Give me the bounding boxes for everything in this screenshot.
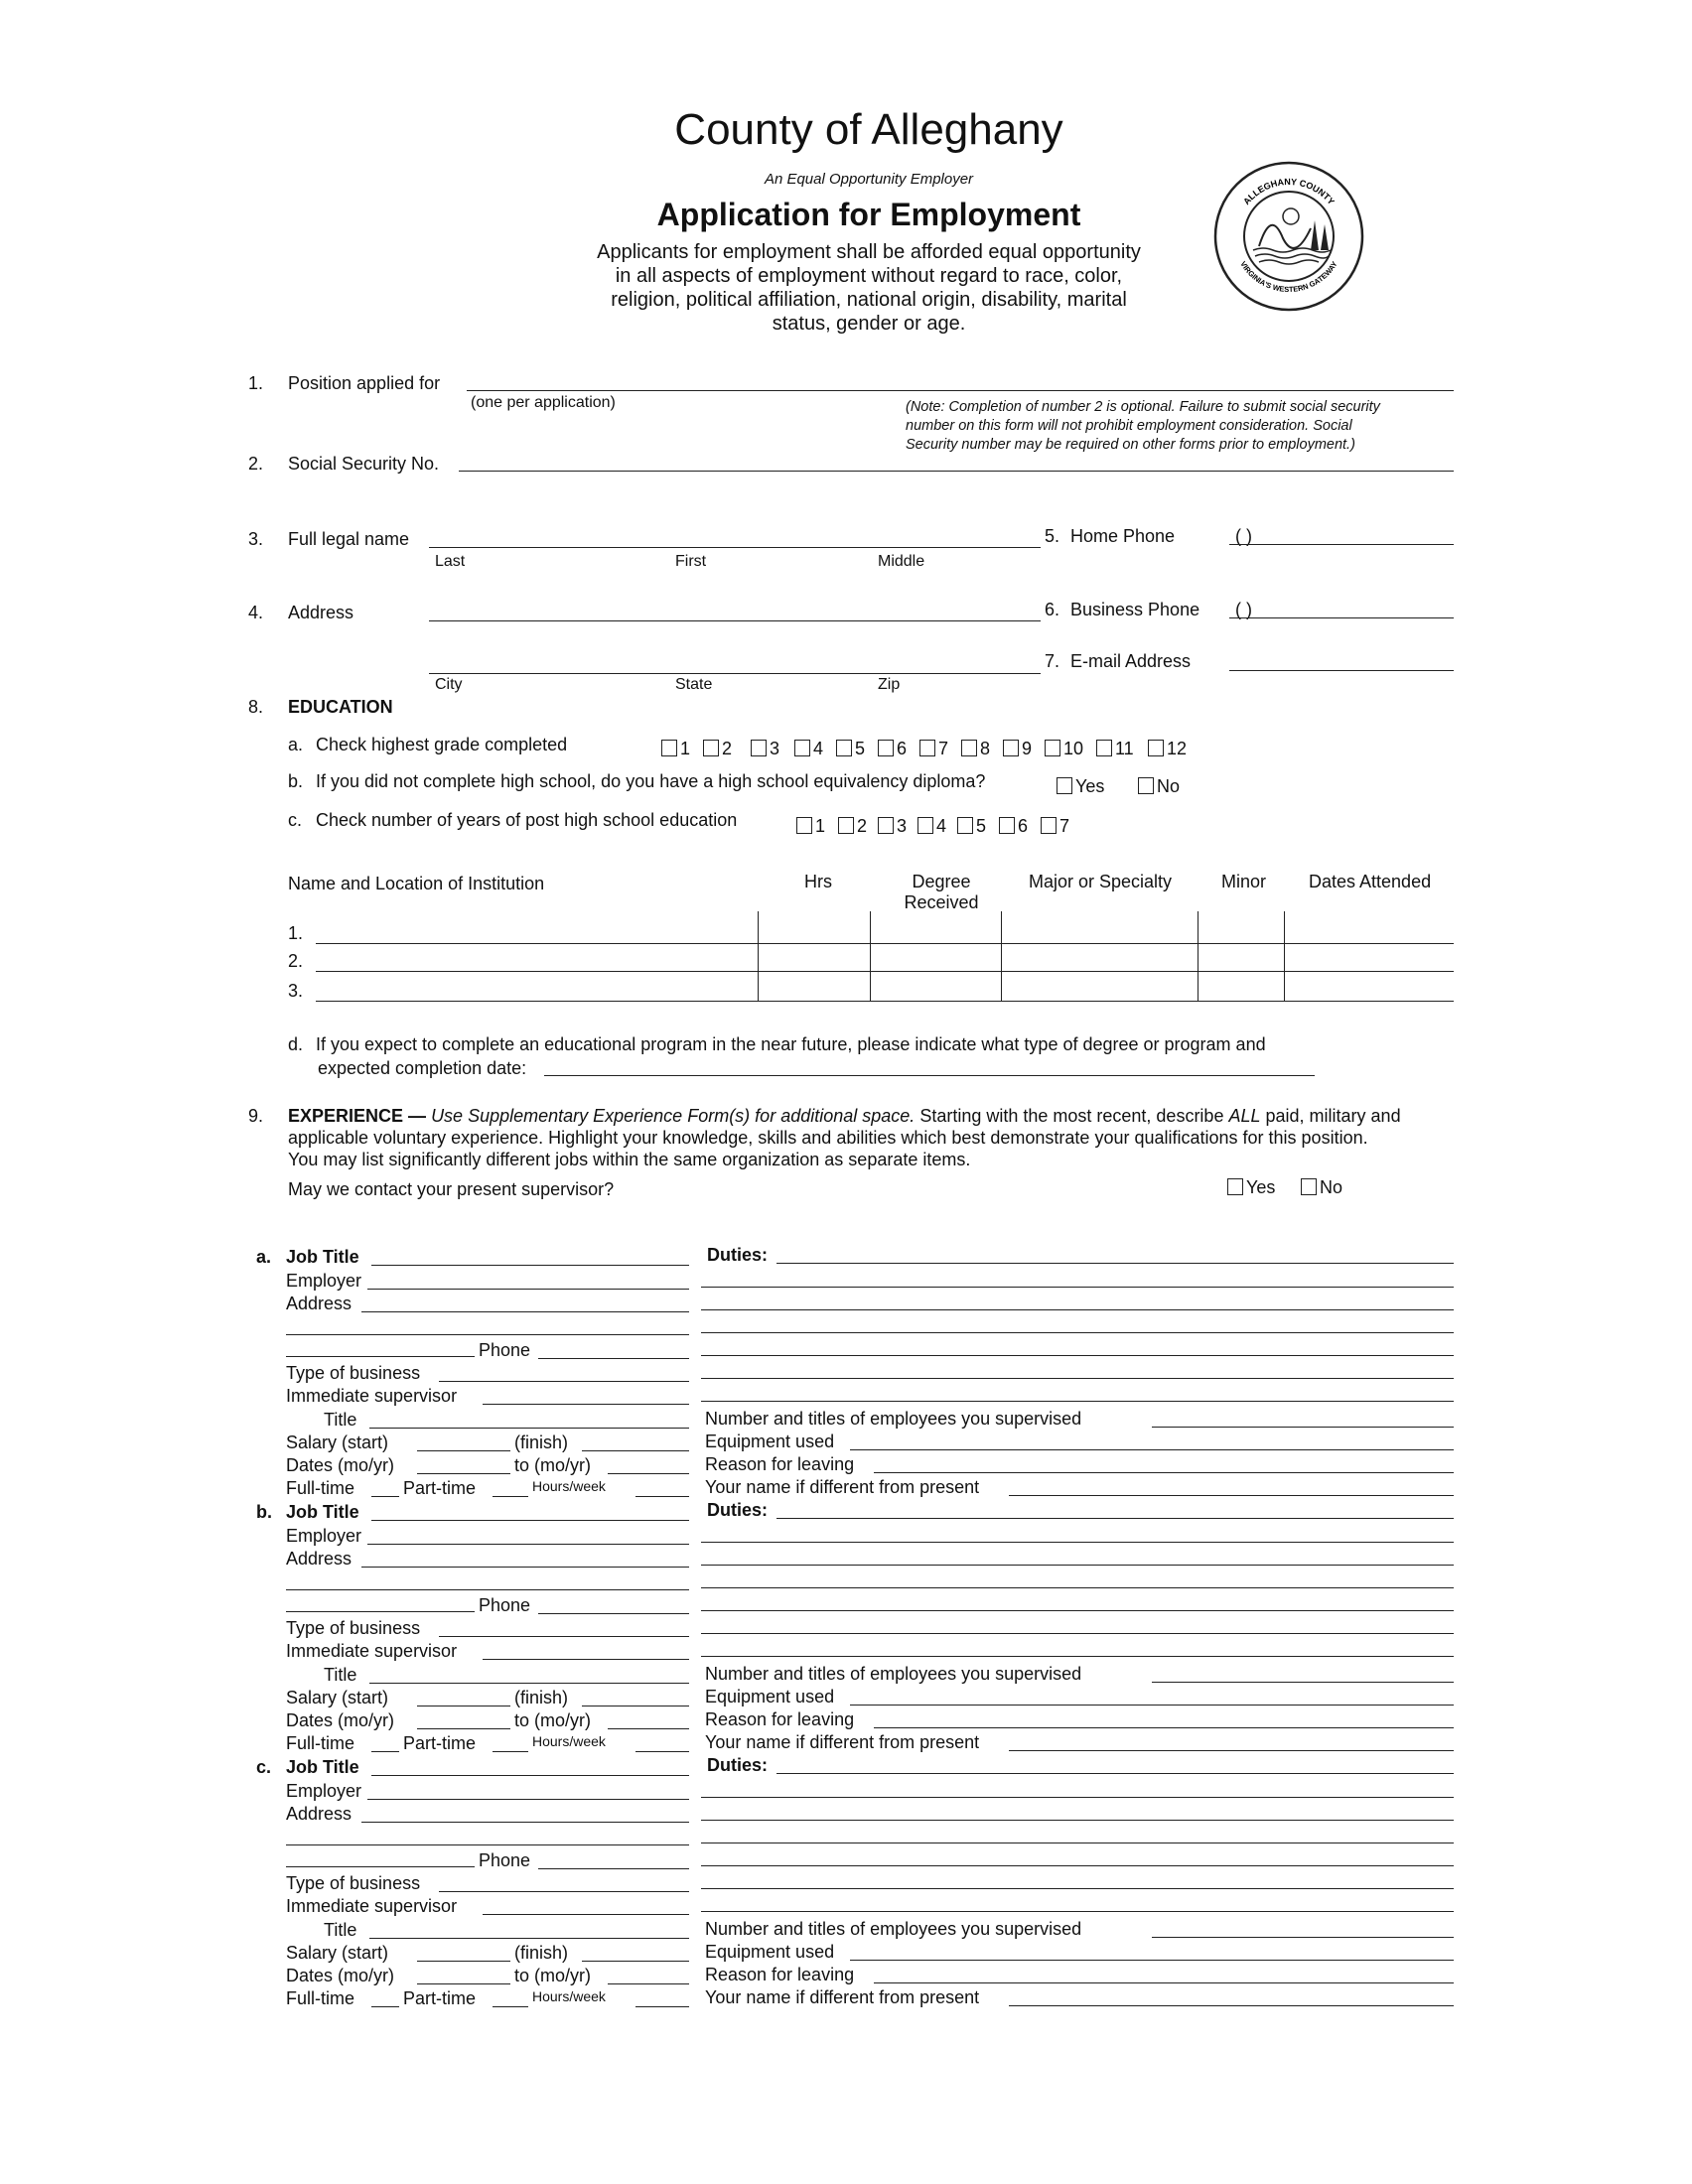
address-field[interactable]: [361, 1567, 689, 1568]
duties-field[interactable]: [701, 1656, 1454, 1657]
completion-date-field[interactable]: [544, 1075, 1315, 1076]
different-name-label: Your name if different from present: [705, 1477, 980, 1497]
employer-label: Employer: [286, 1526, 362, 1546]
job-title-field[interactable]: [371, 1265, 689, 1266]
edu-a-letter: a.: [288, 735, 304, 754]
education-heading: EDUCATION: [288, 697, 393, 717]
q3-label: Full legal name: [288, 529, 410, 549]
duties-field[interactable]: [776, 1773, 1454, 1774]
duties-field[interactable]: [701, 1542, 1454, 1543]
address-line-2-field[interactable]: [429, 673, 1041, 674]
duties-field[interactable]: [776, 1518, 1454, 1519]
hours-week-field[interactable]: [635, 1496, 689, 1497]
full-time-label: Full-time: [286, 1733, 355, 1753]
q5-label: Home Phone: [1070, 526, 1176, 546]
hours-week-label: Hours/week: [532, 1478, 606, 1494]
part-time-label: Part-time: [403, 1478, 477, 1498]
type-of-business-label: Type of business: [286, 1618, 421, 1638]
duties-field[interactable]: [701, 1610, 1454, 1611]
employer-field[interactable]: [367, 1289, 689, 1290]
address-label: Address: [286, 1549, 352, 1569]
different-name-field[interactable]: [1009, 1495, 1454, 1496]
dates-start-field[interactable]: [417, 1473, 510, 1474]
reason-leaving-field[interactable]: [874, 1982, 1454, 1983]
business-phone-area: ( ): [1235, 600, 1252, 619]
type-of-business-label: Type of business: [286, 1363, 421, 1383]
home-phone-area: ( ): [1235, 526, 1252, 546]
job-title-field[interactable]: [371, 1520, 689, 1521]
dates-end-field[interactable]: [608, 1473, 689, 1474]
address-label: Address: [286, 1294, 352, 1313]
name-first-label: First: [675, 553, 707, 570]
name-middle-label: Middle: [878, 553, 925, 570]
reason-leaving-field[interactable]: [874, 1727, 1454, 1728]
county-title: County of Alleghany: [674, 105, 1063, 154]
post-hs-7-checkbox[interactable]: 7: [1041, 816, 1069, 837]
grade-6-checkbox[interactable]: 6: [878, 739, 907, 759]
duties-label: Duties:: [707, 1755, 769, 1775]
eeo-statement-4: status, gender or age.: [772, 313, 966, 335]
type-of-business-field[interactable]: [439, 1381, 689, 1382]
q4-label: Address: [288, 603, 354, 622]
table-divider: [1001, 911, 1002, 1001]
duties-field[interactable]: [701, 1309, 1454, 1310]
table-row-number: 2.: [288, 951, 304, 971]
salary-finish-field[interactable]: [582, 1961, 689, 1962]
dates-start-field[interactable]: [417, 1983, 510, 1984]
full-time-field[interactable]: [371, 2006, 399, 2007]
equipment-used-label: Equipment used: [705, 1687, 835, 1706]
table-row[interactable]: [316, 971, 1454, 972]
dates-label: Dates (mo/yr): [286, 1710, 395, 1730]
eoe-subtitle: An Equal Opportunity Employer: [764, 171, 974, 188]
experience-intro: [288, 1106, 1454, 1127]
equipment-used-label: Equipment used: [705, 1432, 835, 1451]
address-state-label: State: [675, 676, 713, 693]
part-time-field[interactable]: [493, 1751, 528, 1752]
address-field[interactable]: [361, 1822, 689, 1823]
experience-heading: EXPERIENCE —: [288, 1106, 427, 1126]
col-hrs: Hrs: [804, 872, 832, 891]
q8-number: 8.: [248, 697, 264, 717]
duties-field[interactable]: [701, 1587, 1454, 1588]
post-hs-4-checkbox[interactable]: 4: [917, 816, 946, 837]
job-title-label: Job Title: [286, 1502, 359, 1522]
immediate-supervisor-label: Immediate supervisor: [286, 1641, 458, 1661]
full-time-label: Full-time: [286, 1478, 355, 1498]
q4-number: 4.: [248, 603, 264, 622]
edu-d-letter: d.: [288, 1034, 304, 1054]
full-time-field[interactable]: [371, 1496, 399, 1497]
immediate-supervisor-label: Immediate supervisor: [286, 1386, 458, 1406]
job-letter: c.: [256, 1757, 272, 1777]
equipment-used-field[interactable]: [850, 1960, 1454, 1961]
supervisor-title-label: Title: [324, 1410, 357, 1430]
duties-field[interactable]: [701, 1378, 1454, 1379]
eeo-statement-3: religion, political affiliation, national origin, disability, marital: [611, 289, 1127, 311]
salary-start-label: Salary (start): [286, 1688, 389, 1707]
table-row-number: 3.: [288, 981, 304, 1001]
q7-number: 7.: [1045, 651, 1060, 671]
col-major: Major or Specialty: [1029, 872, 1173, 891]
phone-field[interactable]: [538, 1358, 689, 1359]
employees-supervised-field[interactable]: [1152, 1937, 1454, 1938]
post-hs-1-checkbox[interactable]: 1: [796, 816, 825, 837]
reason-leaving-label: Reason for leaving: [705, 1709, 855, 1729]
q1-hint: (one per application): [471, 394, 616, 411]
employer-field[interactable]: [367, 1799, 689, 1800]
employees-supervised-field[interactable]: [1152, 1682, 1454, 1683]
grade-5-checkbox[interactable]: 5: [836, 739, 865, 759]
duties-label: Duties:: [707, 1500, 769, 1520]
employees-supervised-label: Number and titles of employees you supervised: [705, 1664, 1082, 1684]
edu-b-letter: b.: [288, 771, 304, 791]
post-hs-2-checkbox[interactable]: 2: [838, 816, 867, 837]
address-field[interactable]: [361, 1311, 689, 1312]
address-field-2[interactable]: [286, 1589, 689, 1590]
supervisor-title-field[interactable]: [369, 1683, 689, 1684]
table-divider: [758, 911, 759, 1001]
grade-10-checkbox[interactable]: 10: [1045, 739, 1083, 759]
different-name-label: Your name if different from present: [705, 1732, 980, 1752]
grade-7-checkbox[interactable]: 7: [919, 739, 948, 759]
reason-leaving-field[interactable]: [874, 1472, 1454, 1473]
duties-field[interactable]: [701, 1332, 1454, 1333]
phone-label: Phone: [479, 1595, 531, 1615]
experience-all: ALL: [1228, 1106, 1261, 1126]
eeo-statement-1: Applicants for employment shall be afforded equal opportunity: [597, 241, 1141, 263]
duties-field[interactable]: [701, 1865, 1454, 1866]
reason-leaving-label: Reason for leaving: [705, 1454, 855, 1474]
county-seal-icon: [1211, 159, 1366, 314]
duties-field[interactable]: [776, 1263, 1454, 1264]
col-institution: Name and Location of Institution: [288, 874, 545, 893]
duties-field[interactable]: [701, 1287, 1454, 1288]
employer-field[interactable]: [367, 1544, 689, 1545]
q2-number: 2.: [248, 454, 264, 474]
full-time-label: Full-time: [286, 1988, 355, 2008]
type-of-business-label: Type of business: [286, 1873, 421, 1893]
phone-label: Phone: [479, 1340, 531, 1360]
edu-b-label: If you did not complete high school, do you have a high school equivalency diploma?: [316, 771, 986, 791]
duties-field[interactable]: [701, 1633, 1454, 1634]
ssn-note-1: (Note: Completion of number 2 is optional. Failure to submit social security: [906, 399, 1380, 415]
job-letter: a.: [256, 1247, 272, 1267]
employees-supervised-label: Number and titles of employees you supervised: [705, 1409, 1082, 1429]
ssn-note-2: number on this form will not prohibit employment consideration. Social: [906, 418, 1352, 434]
address-city-field[interactable]: [286, 1356, 475, 1357]
grade-8-checkbox[interactable]: 8: [961, 739, 990, 759]
part-time-field[interactable]: [493, 1496, 528, 1497]
grade-12-checkbox[interactable]: 12: [1148, 739, 1187, 759]
dates-to-label: to (mo/yr): [514, 1455, 592, 1475]
phone-field[interactable]: [538, 1613, 689, 1614]
edu-c-letter: c.: [288, 810, 303, 830]
part-time-label: Part-time: [403, 1733, 477, 1753]
equivalency-no-checkbox[interactable]: No: [1138, 776, 1180, 797]
form-title: Application for Employment: [656, 197, 1081, 232]
part-time-field[interactable]: [493, 2006, 528, 2007]
duties-field[interactable]: [701, 1401, 1454, 1402]
immediate-supervisor-label: Immediate supervisor: [286, 1896, 458, 1916]
experience-line1-end: paid, military and: [1265, 1106, 1401, 1126]
name-last-label: Last: [435, 553, 466, 570]
immediate-supervisor-field[interactable]: [483, 1659, 689, 1660]
q7-label: E-mail Address: [1070, 651, 1192, 671]
supervisor-title-label: Title: [324, 1665, 357, 1685]
address-field-2[interactable]: [286, 1844, 689, 1845]
dates-start-field[interactable]: [417, 1728, 510, 1729]
type-of-business-field[interactable]: [439, 1636, 689, 1637]
address-line-1-field[interactable]: [429, 620, 1041, 621]
seal-bottom-text: VIRGINIA'S WESTERN GATEWAY: [1238, 259, 1340, 295]
type-of-business-field[interactable]: [439, 1891, 689, 1892]
salary-start-field[interactable]: [417, 1961, 510, 1962]
job-title-field[interactable]: [371, 1775, 689, 1776]
equipment-used-field[interactable]: [850, 1449, 1454, 1450]
eeo-statement-2: in all aspects of employment without regard to race, color,: [615, 265, 1123, 287]
job-title-label: Job Title: [286, 1247, 359, 1267]
grade-1-checkbox[interactable]: 1: [661, 739, 690, 759]
edu-d-line1: If you expect to complete an educational program in the near future, please indicate what type of degree or program and: [316, 1034, 1266, 1054]
salary-start-label: Salary (start): [286, 1433, 389, 1452]
employees-supervised-field[interactable]: [1152, 1427, 1454, 1428]
grade-9-checkbox[interactable]: 9: [1003, 739, 1032, 759]
home-phone-field[interactable]: [1229, 544, 1454, 545]
different-name-field[interactable]: [1009, 1750, 1454, 1751]
table-divider: [1284, 911, 1285, 1001]
salary-start-label: Salary (start): [286, 1943, 389, 1963]
full-name-field[interactable]: [429, 547, 1041, 548]
dates-end-field[interactable]: [608, 1983, 689, 1984]
business-phone-field[interactable]: [1229, 617, 1454, 618]
employer-label: Employer: [286, 1271, 362, 1291]
email-field[interactable]: [1229, 670, 1454, 671]
supervisor-title-field[interactable]: [369, 1938, 689, 1939]
employer-label: Employer: [286, 1781, 362, 1801]
duties-label: Duties:: [707, 1245, 769, 1265]
grade-4-checkbox[interactable]: 4: [794, 739, 823, 759]
address-field-2[interactable]: [286, 1334, 689, 1335]
seal-top-text: ALLEGHANY COUNTY: [1241, 176, 1337, 207]
salary-finish-label: (finish): [514, 1688, 569, 1707]
experience-line1: Starting with the most recent, describe: [919, 1106, 1224, 1126]
grade-2-checkbox[interactable]: 2: [703, 739, 732, 759]
job-letter: b.: [256, 1502, 272, 1522]
duties-field[interactable]: [701, 1820, 1454, 1821]
contact-supervisor-question: May we contact your present supervisor?: [288, 1179, 615, 1199]
dates-end-field[interactable]: [608, 1728, 689, 1729]
different-name-label: Your name if different from present: [705, 1987, 980, 2007]
ssn-field[interactable]: [459, 471, 1454, 472]
q1-number: 1.: [248, 373, 264, 393]
ssn-note-3: Security number may be required on other forms prior to employment.): [906, 437, 1355, 453]
full-time-field[interactable]: [371, 1751, 399, 1752]
job-title-label: Job Title: [286, 1757, 359, 1777]
contact-supervisor-no-checkbox[interactable]: No: [1301, 1177, 1342, 1198]
col-degree: Degree Received: [904, 872, 979, 912]
q9-number: 9.: [248, 1106, 264, 1126]
phone-field[interactable]: [538, 1868, 689, 1869]
edu-a-label: Check highest grade completed: [316, 735, 568, 754]
different-name-field[interactable]: [1009, 2005, 1454, 2006]
edu-d-line2: expected completion date:: [318, 1058, 527, 1078]
hours-week-field[interactable]: [635, 1751, 689, 1752]
immediate-supervisor-field[interactable]: [483, 1404, 689, 1405]
address-label: Address: [286, 1804, 352, 1824]
address-city-label: City: [435, 676, 463, 693]
post-hs-6-checkbox[interactable]: 6: [999, 816, 1028, 837]
table-row[interactable]: [316, 1001, 1454, 1002]
immediate-supervisor-field[interactable]: [483, 1914, 689, 1915]
table-row-number: 1.: [288, 923, 304, 943]
employees-supervised-label: Number and titles of employees you supervised: [705, 1919, 1082, 1939]
table-divider: [870, 911, 871, 1001]
position-applied-field[interactable]: [467, 390, 1454, 391]
q6-number: 6.: [1045, 600, 1060, 619]
col-minor: Minor: [1221, 872, 1267, 891]
equipment-used-field[interactable]: [850, 1705, 1454, 1706]
address-city-field[interactable]: [286, 1611, 475, 1612]
dates-label: Dates (mo/yr): [286, 1966, 395, 1985]
supervisor-title-label: Title: [324, 1920, 357, 1940]
hours-week-field[interactable]: [635, 2006, 689, 2007]
duties-field[interactable]: [701, 1797, 1454, 1798]
duties-field[interactable]: [701, 1355, 1454, 1356]
dates-to-label: to (mo/yr): [514, 1710, 592, 1730]
supervisor-title-field[interactable]: [369, 1428, 689, 1429]
experience-italic: Use Supplementary Experience Form(s) for additional space.: [431, 1106, 916, 1126]
post-hs-3-checkbox[interactable]: 3: [878, 816, 907, 837]
post-hs-5-checkbox[interactable]: 5: [957, 816, 986, 837]
address-city-field[interactable]: [286, 1866, 475, 1867]
col-dates: Dates Attended: [1309, 872, 1432, 891]
grade-11-checkbox[interactable]: 11: [1096, 739, 1134, 759]
q5-number: 5.: [1045, 526, 1060, 546]
contact-supervisor-yes-checkbox[interactable]: Yes: [1227, 1177, 1275, 1198]
part-time-label: Part-time: [403, 1988, 477, 2008]
q2-label: Social Security No.: [288, 454, 440, 474]
grade-3-checkbox[interactable]: 3: [751, 739, 779, 759]
hours-week-label: Hours/week: [532, 1733, 606, 1749]
address-zip-label: Zip: [878, 676, 901, 693]
q3-number: 3.: [248, 529, 264, 549]
duties-field[interactable]: [701, 1888, 1454, 1889]
experience-line3: You may list significantly different jobs within the same organization as separate items.: [288, 1150, 971, 1169]
salary-finish-label: (finish): [514, 1433, 569, 1452]
q6-label: Business Phone: [1070, 600, 1200, 619]
duties-field[interactable]: [701, 1565, 1454, 1566]
hours-week-label: Hours/week: [532, 1988, 606, 2004]
experience-line2: applicable voluntary experience. Highlight your knowledge, skills and abilities which best demonstrate your qualifications for this position.: [288, 1128, 1368, 1148]
salary-finish-label: (finish): [514, 1943, 569, 1963]
equivalency-yes-checkbox[interactable]: Yes: [1057, 776, 1104, 797]
dates-label: Dates (mo/yr): [286, 1455, 395, 1475]
q1-label: Position applied for: [288, 373, 441, 393]
salary-finish-field[interactable]: [582, 1450, 689, 1451]
edu-c-label: Check number of years of post high school education: [316, 810, 738, 830]
dates-to-label: to (mo/yr): [514, 1966, 592, 1985]
table-row[interactable]: [316, 943, 1454, 944]
salary-start-field[interactable]: [417, 1450, 510, 1451]
phone-label: Phone: [479, 1850, 531, 1870]
equipment-used-label: Equipment used: [705, 1942, 835, 1962]
duties-field[interactable]: [701, 1911, 1454, 1912]
reason-leaving-label: Reason for leaving: [705, 1965, 855, 1984]
